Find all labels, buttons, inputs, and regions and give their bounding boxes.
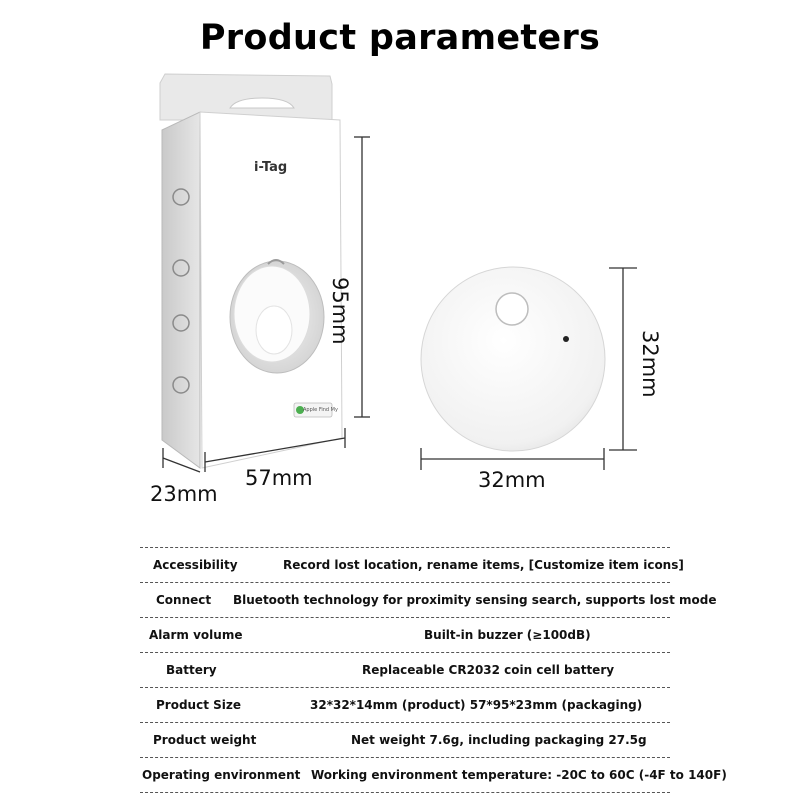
spec-label: Product Size <box>156 698 241 712</box>
spec-value: Replaceable CR2032 coin cell battery <box>362 663 615 677</box>
tag-height-label: 32mm <box>638 330 662 398</box>
spec-table <box>140 547 727 793</box>
spec-label: Accessibility <box>153 558 238 572</box>
spec-value: Bluetooth technology for proximity sensing search, supports lost mode <box>233 593 717 607</box>
spec-row-battery <box>140 652 670 687</box>
spec-value: Record lost location, rename items, [Customize item icons] <box>283 558 684 572</box>
spec-row-product-size <box>140 687 670 722</box>
box-badge-text: Apple Find My <box>303 407 338 413</box>
spec-label: Product weight <box>153 733 257 747</box>
spec-value: Net weight 7.6g, including packaging 27.5g <box>351 733 647 747</box>
spec-row-accessibility <box>140 547 684 582</box>
spec-label: Alarm volume <box>149 628 243 642</box>
spec-value: Working environment temperature: -20C to 60C (-4F to 140F) <box>311 768 727 782</box>
tracker-tag <box>421 267 605 451</box>
spec-row-alarm-volume <box>140 617 670 652</box>
spec-row-operating-environment <box>140 757 727 793</box>
spec-value: Built-in buzzer (≥100dB) <box>424 628 591 642</box>
box-depth-label: 23mm <box>150 482 218 506</box>
spec-row-product-weight <box>140 722 670 757</box>
box-height-label: 95mm <box>328 277 352 345</box>
spec-value: 32*32*14mm (product) 57*95*23mm (packaging) <box>310 698 643 712</box>
box-brand-text: i-Tag <box>254 160 288 175</box>
tag-width-label: 32mm <box>478 468 546 492</box>
spec-row-connect <box>140 582 717 617</box>
spec-label: Operating environment <box>142 768 301 782</box>
spec-label: Connect <box>156 593 212 607</box>
page-title: Product parameters <box>199 18 601 58</box>
box-width-label: 57mm <box>245 466 313 490</box>
spec-label: Battery <box>166 663 217 677</box>
